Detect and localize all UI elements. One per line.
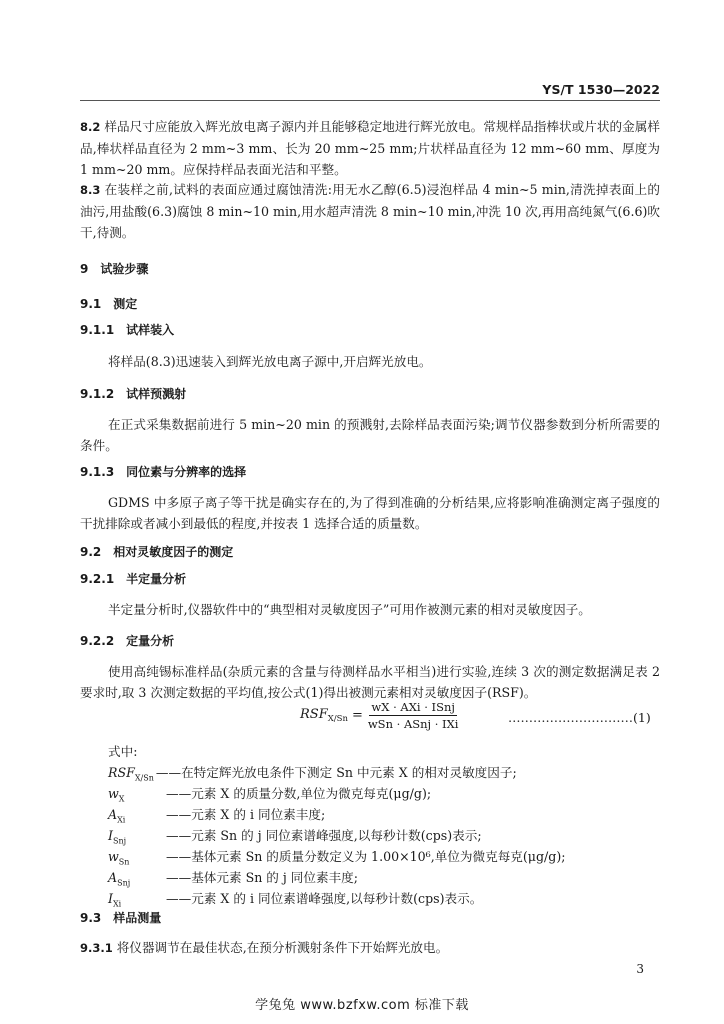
formula-numerator: wX · AXi · ISnj bbox=[371, 700, 455, 714]
formula-fraction bbox=[366, 700, 461, 731]
heading-9-2-2: 9.2.2 定量分析 bbox=[80, 634, 175, 648]
formula-equals: = bbox=[351, 708, 363, 723]
clause-number: 8.2 bbox=[80, 120, 101, 134]
clause-9-3-1 bbox=[80, 937, 660, 959]
equation-number: …………………………(1) bbox=[508, 710, 651, 725]
clause-text: 样品尺寸应能放入辉光放电离子源内并且能够稳定地进行辉光放电。常规样品指棒状或片状的金属样品,棒状样品直径为 2 mm~3 mm、长为 20 mm~25 mm;片状样品直径为 12 mm~60 mm、厚度为 1 mm~20 mm。应保持样品表面光洁和平整。 bbox=[80, 119, 660, 177]
definition-item: $w_{Sn}$ ——基体元素 Sn 的质量分数定义为 1.00×10⁶,单位为微克每克(μg/g); bbox=[108, 849, 566, 867]
clause-number: 8.3 bbox=[80, 183, 101, 197]
definition-item: $w_X$ ——元素 X 的质量分数,单位为微克每克(μg/g); bbox=[108, 786, 432, 804]
definition-item: $I_{Snj}$ ——元素 Sn 的 j 同位素谱峰强度,以每秒计数(cps)表示; bbox=[108, 828, 482, 846]
definition-item: $RSF_{X/Sn}$ ——在特定辉光放电条件下测定 Sn 中元素 X 的相对灵敏度因子; bbox=[108, 765, 517, 783]
heading-9-1-1: 9.1.1 试样装入 bbox=[80, 323, 175, 337]
heading-9-2-1: 9.2.1 半定量分析 bbox=[80, 572, 187, 586]
clause-8-2 bbox=[80, 116, 660, 180]
heading-9-1-2: 9.1.2 试样预溅射 bbox=[80, 387, 187, 401]
clause-text: 将仪器调节在最佳状态,在预分析溅射条件下开始辉光放电。 bbox=[116, 940, 449, 955]
formula-1 bbox=[300, 700, 460, 731]
page-number: 3 bbox=[636, 962, 644, 976]
paragraph-9-2-2: 使用高纯锡标准样品(杂质元素的含量与待测样品水平相当)进行实验,连续 3 次的测定数据满足表 2 要求时,取 3 次测定数据的平均值,按公式(1)得出被测元素相对灵敏度因子(RSF)。 bbox=[80, 664, 660, 700]
heading-9-1: 9.1 测定 bbox=[80, 297, 138, 311]
paragraph-9-1-2: 在正式采集数据前进行 5 min~20 min 的预溅射,去除样品表面污染;调节仪器参数到分析所需要的条件。 bbox=[80, 417, 660, 453]
clause-number: 9.3.1 bbox=[80, 941, 113, 955]
formula-lhs: $RSF_{X/Sn}$ bbox=[300, 707, 348, 724]
header-rule bbox=[80, 100, 660, 101]
standard-number: YS/T 1530—2022 bbox=[542, 82, 660, 97]
heading-9-1-3: 9.1.3 同位素与分辨率的选择 bbox=[80, 465, 247, 479]
clause-8-3 bbox=[80, 179, 660, 243]
clause-text: 在装样之前,试料的表面应通过腐蚀清洗:用无水乙醇(6.5)浸泡样品 4 min~5 min,清洗掉表面上的油污,用盐酸(6.3)腐蚀 8 min~10 min,用水超声清洗 8 min~10 min,冲洗 10 次,再用高纯氮气(6.6)吹干,待测。 bbox=[80, 182, 660, 240]
where-label: 式中: bbox=[108, 744, 138, 759]
footer-watermark: 学兔兔 www.bzfxw.com 标准下载 bbox=[255, 998, 469, 1013]
paragraph-9-1-3: GDMS 中多原子离子等干扰是确实存在的,为了得到准确的分析结果,应将影响准确测定离子强度的干扰排除或者减小到最低的程度,并按表 1 选择合适的质量数。 bbox=[80, 495, 660, 531]
formula-denominator: wSn · ASnj · IXi bbox=[367, 717, 459, 731]
heading-9-3: 9.3 样品测量 bbox=[80, 911, 162, 925]
heading-9: 9 试验步骤 bbox=[80, 262, 149, 276]
paragraph-9-1-1: 将样品(8.3)迅速装入到辉光放电离子源中,开启辉光放电。 bbox=[108, 354, 432, 369]
definition-item: $A_{Snj}$ ——基体元素 Sn 的 j 同位素丰度; bbox=[108, 870, 359, 888]
heading-9-2: 9.2 相对灵敏度因子的测定 bbox=[80, 545, 234, 559]
paragraph-9-2-1: 半定量分析时,仪器软件中的“典型相对灵敏度因子”可用作被测元素的相对灵敏度因子。 bbox=[108, 602, 591, 617]
symbol-definitions bbox=[108, 762, 566, 909]
definition-item: $A_{Xi}$ ——元素 X 的 i 同位素丰度; bbox=[108, 807, 326, 825]
definition-item: $I_{Xi}$ ——元素 X 的 i 同位素谱峰强度,以每秒计数(cps)表示。 bbox=[108, 891, 483, 909]
